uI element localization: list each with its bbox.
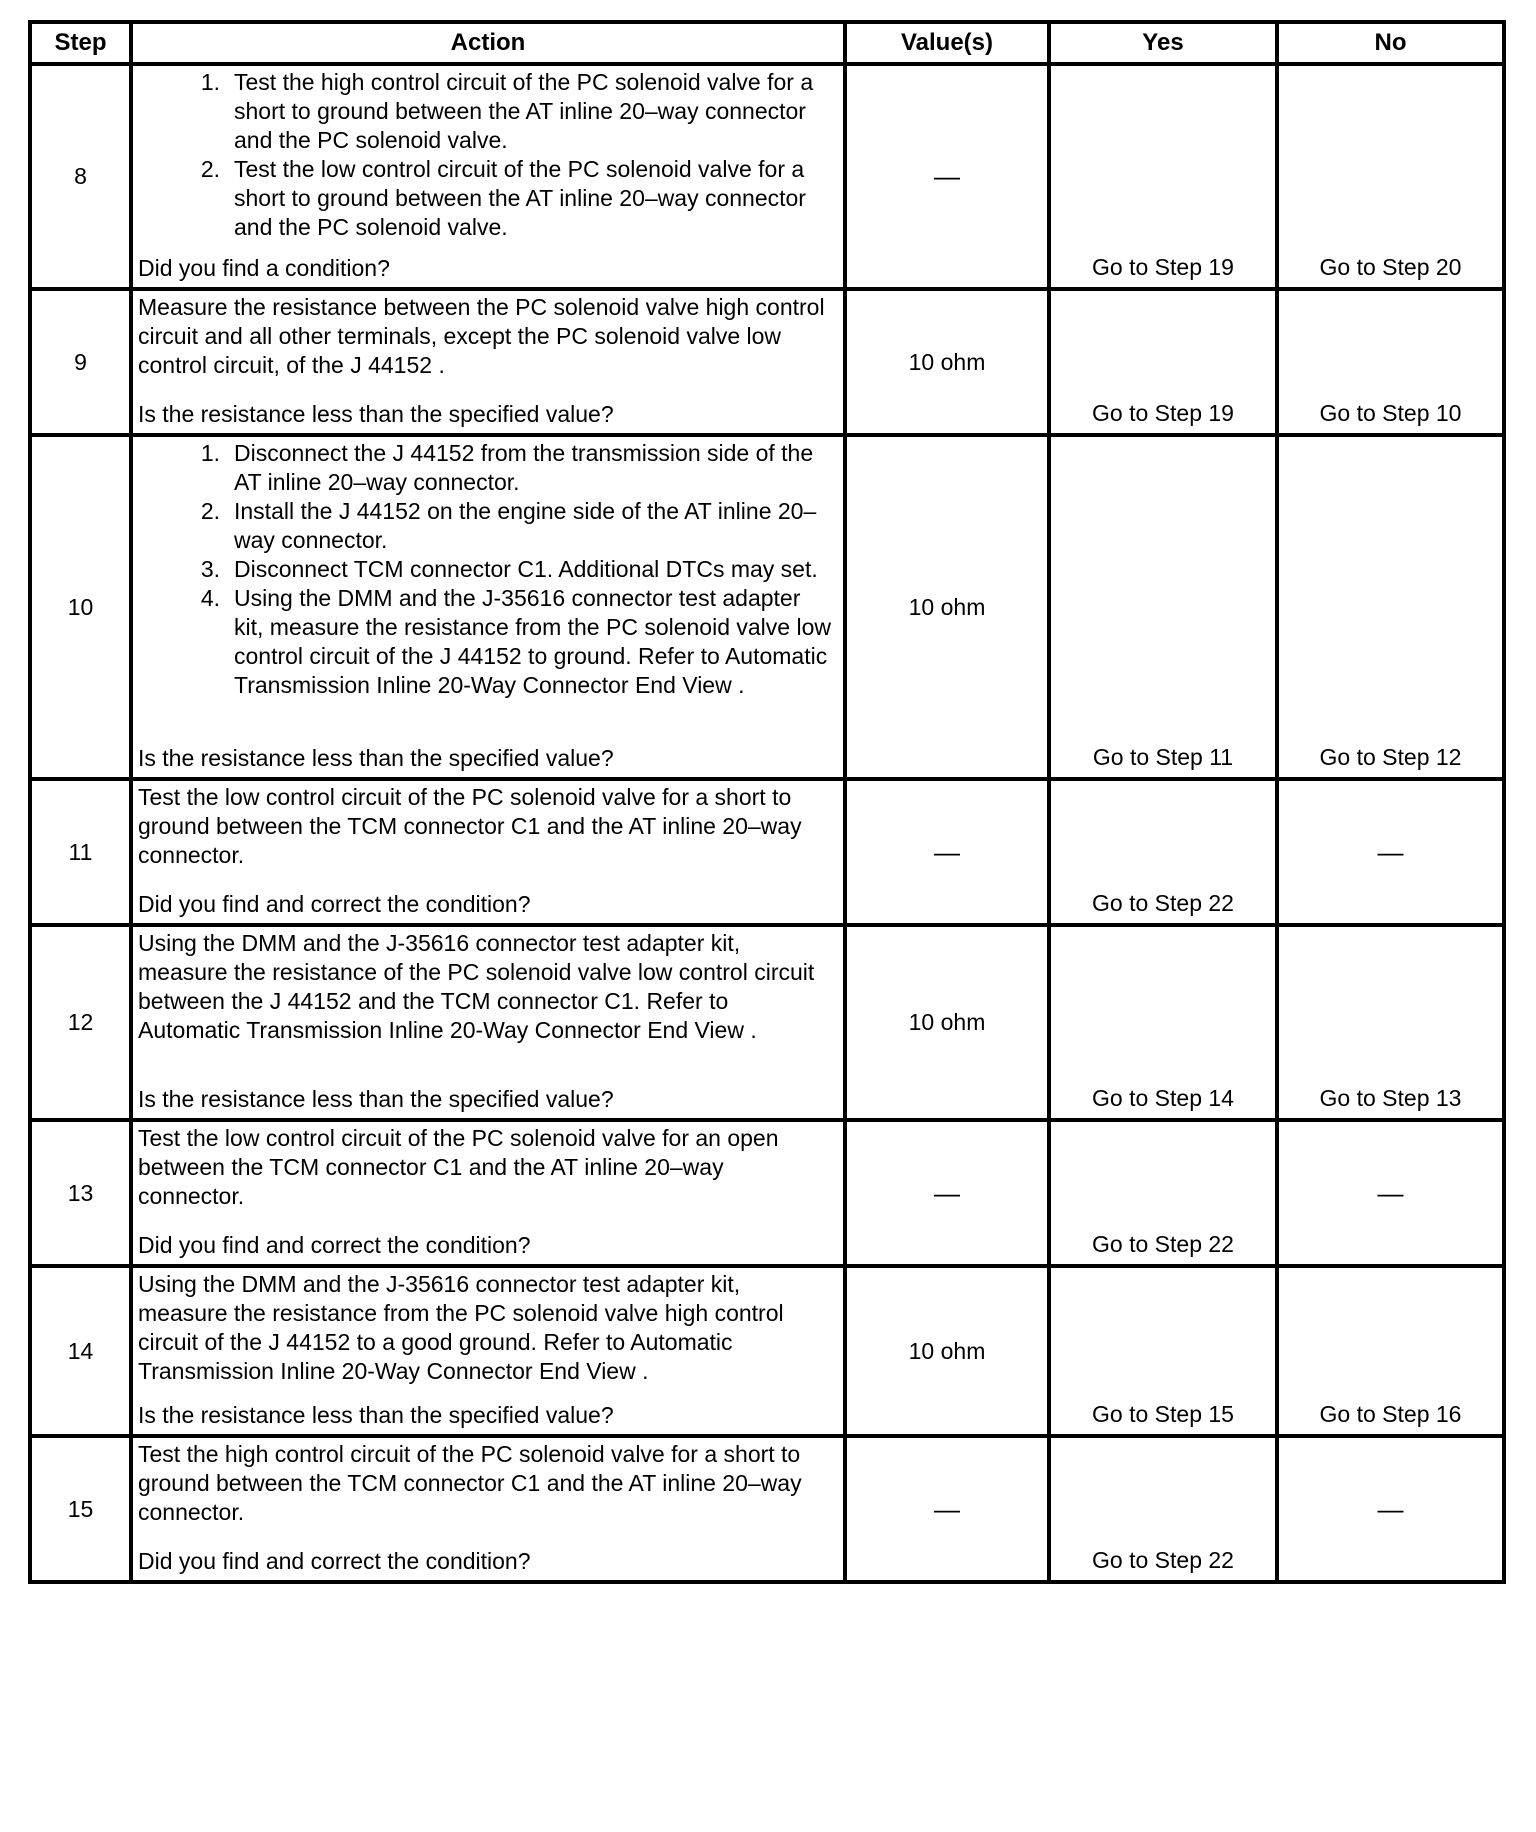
table-row [30,64,1504,289]
action-cell [131,925,845,1120]
action-step-text: Disconnect the J 44152 from the transmission side of the AT inline 20–way connector. [234,440,814,495]
action-step-item [138,497,839,555]
no-cell: — [1277,779,1504,925]
action-text: Test the low control circuit of the PC solenoid valve for a short to ground between the TCM connector C1 and the AT inline 20–way connector. [138,784,802,868]
action-question: Is the resistance less than the specified value? [138,1402,614,1428]
action-question: Did you find and correct the condition? [138,1232,531,1258]
action-step-item [138,555,839,584]
header-step: Step [30,22,131,64]
action-text: Measure the resistance between the PC solenoid valve high control circuit and all other terminals, except the PC solenoid valve low control circuit, of the J 44152 . [138,294,825,378]
step-number: 11 [30,779,131,925]
action-cell [131,435,845,779]
value-cell: 10 ohm [845,289,1049,435]
action-step-list [138,439,839,700]
value-cell: 10 ohm [845,1266,1049,1436]
step-number: 14 [30,1266,131,1436]
action-question: Did you find and correct the condition? [138,891,531,917]
action-cell [131,1120,845,1266]
step-number: 10 [30,435,131,779]
action-content [133,291,843,433]
action-step-text: Disconnect TCM connector C1. Additional DTCs may set. [234,556,818,582]
yes-cell [1049,1266,1277,1436]
action-step-item [138,584,839,700]
no-goto-link[interactable]: Go to Step 16 [1319,1401,1462,1427]
no-goto-link[interactable]: Go to Step 20 [1319,254,1462,280]
action-question: Did you find and correct the condition? [138,1548,531,1574]
action-text: Using the DMM and the J-35616 connector test adapter kit, measure the resistance of the PC solenoid valve low control circuit between the J 44152 and the TCM connector C1. Refer to Automatic Transmission Inline 20-Way Connector End View . [138,930,815,1043]
action-step-text: Test the low control circuit of the PC solenoid valve for a short to ground between the AT inline 20–way connector and the PC solenoid valve. [234,156,806,240]
yes-cell [1049,1436,1277,1582]
no-cell [1277,64,1504,289]
no-cell [1277,925,1504,1120]
action-question: Is the resistance less than the specified value? [138,745,614,771]
table-row [30,289,1504,435]
action-text: Test the low control circuit of the PC solenoid valve for an open between the TCM connector C1 and the AT inline 20–way connector. [138,1125,779,1209]
no-cell [1277,1266,1504,1436]
yes-cell [1049,64,1277,289]
value-cell: 10 ohm [845,435,1049,779]
header-values: Value(s) [845,22,1049,64]
action-question: Is the resistance less than the specified value? [138,1086,614,1112]
action-cell [131,779,845,925]
yes-cell [1049,435,1277,779]
table-row [30,925,1504,1120]
action-step-number: 1. [200,440,220,466]
no-goto-link[interactable]: Go to Step 10 [1319,400,1462,426]
step-number: 15 [30,1436,131,1582]
action-step-item [138,68,839,155]
header-no: No [1277,22,1504,64]
action-step-number: 3. [200,556,220,582]
yes-goto-link[interactable]: Go to Step 22 [1092,890,1234,916]
value-cell: — [845,1120,1049,1266]
action-step-number: 2. [200,156,220,182]
table-row [30,1436,1504,1582]
header-row [30,22,1504,64]
step-number: 12 [30,925,131,1120]
header-yes: Yes [1049,22,1277,64]
yes-cell [1049,289,1277,435]
action-question: Is the resistance less than the specified value? [138,401,614,427]
header-action: Action [131,22,845,64]
diagnostic-table [28,20,1506,1584]
no-cell: — [1277,1436,1504,1582]
no-cell [1277,435,1504,779]
table-row [30,779,1504,925]
yes-goto-link[interactable]: Go to Step 15 [1092,1401,1234,1427]
yes-goto-link[interactable]: Go to Step 19 [1092,400,1234,426]
action-step-number: 4. [200,585,220,611]
action-content [133,1438,843,1580]
value-cell: — [845,1436,1049,1582]
action-question: Did you find a condition? [138,255,390,281]
table-row [30,435,1504,779]
step-number: 13 [30,1120,131,1266]
action-step-item [138,155,839,242]
action-step-text: Using the DMM and the J-35616 connector test adapter kit, measure the resistance from the PC solenoid valve low control circuit of the J 44152 to ground. Refer to Automatic Transmission Inline 20-Way Connector End View . [234,585,831,698]
action-step-number: 2. [200,498,220,524]
action-cell [131,1436,845,1582]
yes-goto-link[interactable]: Go to Step 22 [1092,1231,1234,1257]
action-step-list [138,68,839,242]
action-content [133,781,843,923]
action-content [133,927,843,1118]
action-step-text: Install the J 44152 on the engine side of the AT inline 20–way connector. [234,498,817,553]
yes-goto-link[interactable]: Go to Step 11 [1092,744,1234,770]
yes-goto-link[interactable]: Go to Step 14 [1092,1085,1234,1111]
yes-cell [1049,1120,1277,1266]
value-cell: 10 ohm [845,925,1049,1120]
value-cell: — [845,779,1049,925]
yes-goto-link[interactable]: Go to Step 19 [1092,254,1234,280]
yes-cell [1049,925,1277,1120]
action-cell [131,289,845,435]
yes-cell [1049,779,1277,925]
no-goto-link[interactable]: Go to Step 13 [1319,1085,1462,1111]
table-row [30,1266,1504,1436]
action-content [133,1122,843,1264]
action-content [133,1268,843,1434]
no-goto-link[interactable]: Go to Step 12 [1319,744,1462,770]
no-cell: — [1277,1120,1504,1266]
no-cell [1277,289,1504,435]
action-step-text: Test the high control circuit of the PC solenoid valve for a short to ground between the AT inline 20–way connector and the PC solenoid valve. [234,69,814,153]
action-content [133,437,843,777]
table-row [30,1120,1504,1266]
action-step-item [138,439,839,497]
value-cell: — [845,64,1049,289]
step-number: 9 [30,289,131,435]
action-text: Test the high control circuit of the PC solenoid valve for a short to ground between the TCM connector C1 and the AT inline 20–way connector. [138,1441,802,1525]
action-content [133,66,843,287]
action-text: Using the DMM and the J-35616 connector test adapter kit, measure the resistance from the PC solenoid valve high control circuit of the J 44152 to a good ground. Refer to Automatic Transmission Inline 20-Way Connector End View . [138,1271,784,1384]
action-cell [131,1266,845,1436]
action-cell [131,64,845,289]
yes-goto-link[interactable]: Go to Step 22 [1092,1547,1234,1573]
step-number: 8 [30,64,131,289]
action-step-number: 1. [200,69,220,95]
